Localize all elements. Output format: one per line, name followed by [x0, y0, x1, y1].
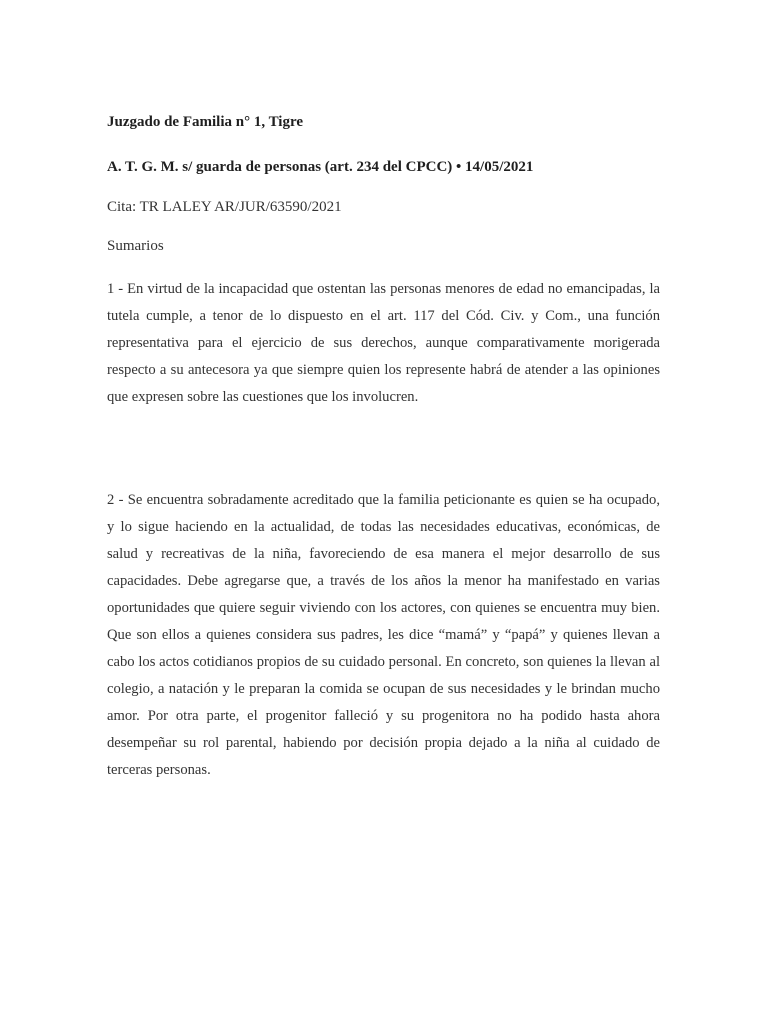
- summary-paragraph: 2 - Se encuentra sobradamente acreditado que la familia peticionante es quien se ha ocupado, y lo sigue haciendo en la actualidad, de todas las necesidades educativas, económicas, de salud y recreativas de la niña, favoreciendo de esa manera el mejor desarrollo de sus capacidades. Debe agregarse que, a través de los años la menor ha manifestado en varias oportunidades que quiere seguir viviendo con los actores, con quienes se encuentra muy bien. Que son ellos a quienes considera sus padres, les dice “mamá” y “papá” y quienes llevan a cabo los actos cotidianos propios de su cuidado personal. En concreto, son quienes la llevan al colegio, a natación y le preparan la comida se ocupan de sus necesidades y le brindan mucho amor. Por otra parte, el progenitor falleció y su progenitora no ha podido hasta ahora desempeñar su rol parental, habiendo por decisión propia dejado a la niña al cuidado de terceras personas.: [107, 492, 660, 778]
- case-title: A. T. G. M. s/ guarda de personas (art. 234 del CPCC) • 14/05/2021: [107, 159, 534, 175]
- summary-paragraph: 1 - En virtud de la incapacidad que ostentan las personas menores de edad no emancipadas, la tutela cumple, a tenor de lo dispuesto en el art. 117 del Cód. Civ. y Com., una función representativa para el ejercicio de sus derechos, aunque comparativamente morigerada respecto a su antecesora ya que siempre quien los represente habrá de atender a las opiniones que expresen sobre las cuestiones que los involucren.: [107, 281, 660, 405]
- citation: Cita: TR LALEY AR/JUR/63590/2021: [107, 199, 342, 215]
- court-name: Juzgado de Familia n° 1, Tigre: [107, 114, 304, 130]
- section-heading: Sumarios: [107, 238, 164, 254]
